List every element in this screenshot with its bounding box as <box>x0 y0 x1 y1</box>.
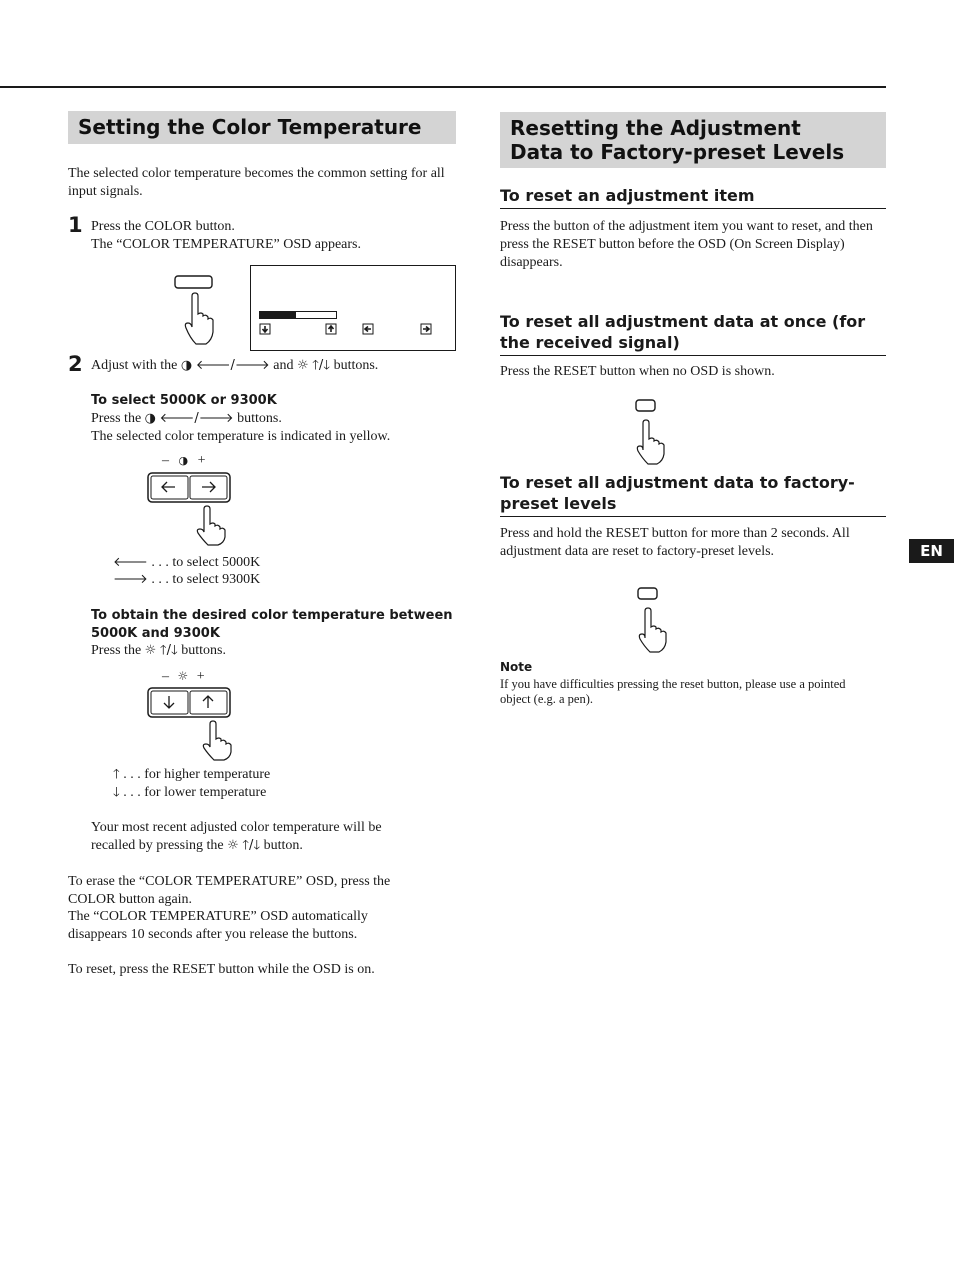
intro-text: The selected color temperature becomes the common setting for all input signals. <box>68 166 445 199</box>
reset-all-once-heading: To reset all adjustment data at once (for the received signal) <box>500 311 886 356</box>
left-arrow-legend: 🡐 . . . to select 5000K <box>113 555 261 570</box>
obtain-heading-line2: 5000K and 9300K <box>91 626 220 641</box>
obtain-heading-line1: To obtain the desired color temperature between <box>91 608 453 623</box>
down-arrow-icon: 🡓 <box>113 785 120 800</box>
step-1-line1: Press the COLOR button. <box>91 219 235 234</box>
brightness-icon: ☼ <box>177 669 189 683</box>
up-down-arrows-icon: 🡑/🡓 <box>159 643 178 658</box>
reset-item-text: Press the button of the adjustment item you want to reset, and then press the RESET button before the OSD (On Screen Display) disappears. <box>500 219 873 270</box>
brightness-keys-illustration <box>146 686 238 762</box>
select-heading: To select 5000K or 9300K <box>91 393 277 408</box>
step-2-line: Adjust with the ◑ 🡐/🡒 and ☼ 🡑/🡓 buttons. <box>91 358 379 373</box>
select-line2: The selected color temperature is indicated in yellow. <box>91 429 391 444</box>
auto-disappear-text: The “COLOR TEMPERATURE” OSD automatically disappears 10 seconds after you release the buttons. <box>68 909 368 942</box>
reset-button <box>638 588 657 599</box>
right-arrow-icon: 🡒 <box>113 572 148 587</box>
osd-level-fill <box>260 312 296 318</box>
erase-text: To erase the “COLOR TEMPERATURE” OSD, press the COLOR button again. <box>68 874 391 907</box>
osd-left-arrow-icon <box>363 324 373 334</box>
right-arrow-legend: 🡒 . . . to select 9300K <box>113 572 261 587</box>
reset-while-osd-text: To reset, press the RESET button while the OSD is on. <box>68 962 375 977</box>
step-1-line2: The “COLOR TEMPERATURE” OSD appears. <box>91 237 361 252</box>
left-right-arrows-icon: 🡐/🡒 <box>195 358 270 373</box>
osd-down-arrow-icon <box>260 324 270 334</box>
pointing-hand-icon <box>203 721 231 760</box>
osd-screen <box>250 265 456 351</box>
color-button-illustration <box>170 272 220 347</box>
contrast-icon: ◑ <box>144 411 157 426</box>
reset-button <box>636 400 655 411</box>
up-arrow-legend: 🡑 . . . for higher temperature <box>113 767 271 782</box>
note-heading: Note <box>500 660 533 674</box>
brightness-key-label: – ☼ + <box>162 669 205 684</box>
up-arrow-icon: 🡑 <box>113 767 120 782</box>
contrast-icon: ◑ <box>180 358 193 373</box>
left-section-title: Setting the Color Temperature <box>68 111 456 144</box>
recent-line1: Your most recent adjusted color temperature will be <box>91 820 382 835</box>
reset-item-heading: To reset an adjustment item <box>500 185 886 209</box>
up-down-arrows-icon: 🡑/🡓 <box>242 838 261 853</box>
brightness-icon: ☼ <box>297 358 309 373</box>
pointing-hand-icon <box>197 506 225 545</box>
osd-right-arrow-icon <box>421 324 431 334</box>
contrast-icon: ◑ <box>178 454 189 467</box>
left-arrow-icon: 🡐 <box>113 555 148 570</box>
osd-up-arrow-icon <box>326 324 336 334</box>
reset-factory-text: Press and hold the RESET button for more than 2 seconds. All adjustment data are reset to factory-preset levels. <box>500 526 850 559</box>
left-right-arrows-icon: 🡐/🡒 <box>159 411 234 426</box>
language-tab: EN <box>909 539 954 563</box>
select-line1: Press the ◑ 🡐/🡒 buttons. <box>91 411 282 426</box>
contrast-keys-illustration <box>146 471 238 547</box>
top-rule <box>0 86 886 88</box>
obtain-line: Press the ☼ 🡑/🡓 buttons. <box>91 643 226 658</box>
down-arrow-legend: 🡓 . . . for lower temperature <box>113 785 267 800</box>
osd-level-bar <box>259 311 337 319</box>
contrast-key-label: – ◑ + <box>162 453 206 468</box>
osd-arrow-row <box>259 323 449 337</box>
right-section-title: Resetting the Adjustment Data to Factory-preset Levels <box>500 112 886 168</box>
color-button <box>175 276 212 288</box>
step-2-number: 2 <box>68 352 83 376</box>
pointing-hand-icon <box>185 293 213 344</box>
recent-line2: recalled by pressing the ☼ 🡑/🡓 button. <box>91 838 303 853</box>
reset-all-once-text: Press the RESET button when no OSD is shown. <box>500 364 775 379</box>
brightness-icon: ☼ <box>144 643 157 658</box>
note-text: If you have difficulties pressing the reset button, please use a pointed object (e.g. a pen). <box>500 677 846 706</box>
brightness-icon: ☼ <box>227 838 239 853</box>
up-down-arrows-icon: 🡑/🡓 <box>312 358 331 373</box>
reset-button-illustration-1 <box>628 396 678 468</box>
reset-button-illustration-2 <box>628 584 678 656</box>
pointing-hand-icon <box>639 608 666 652</box>
pointing-hand-icon <box>637 420 664 464</box>
reset-factory-heading: To reset all adjustment data to factory- preset levels <box>500 472 886 517</box>
step-1-number: 1 <box>68 213 83 237</box>
